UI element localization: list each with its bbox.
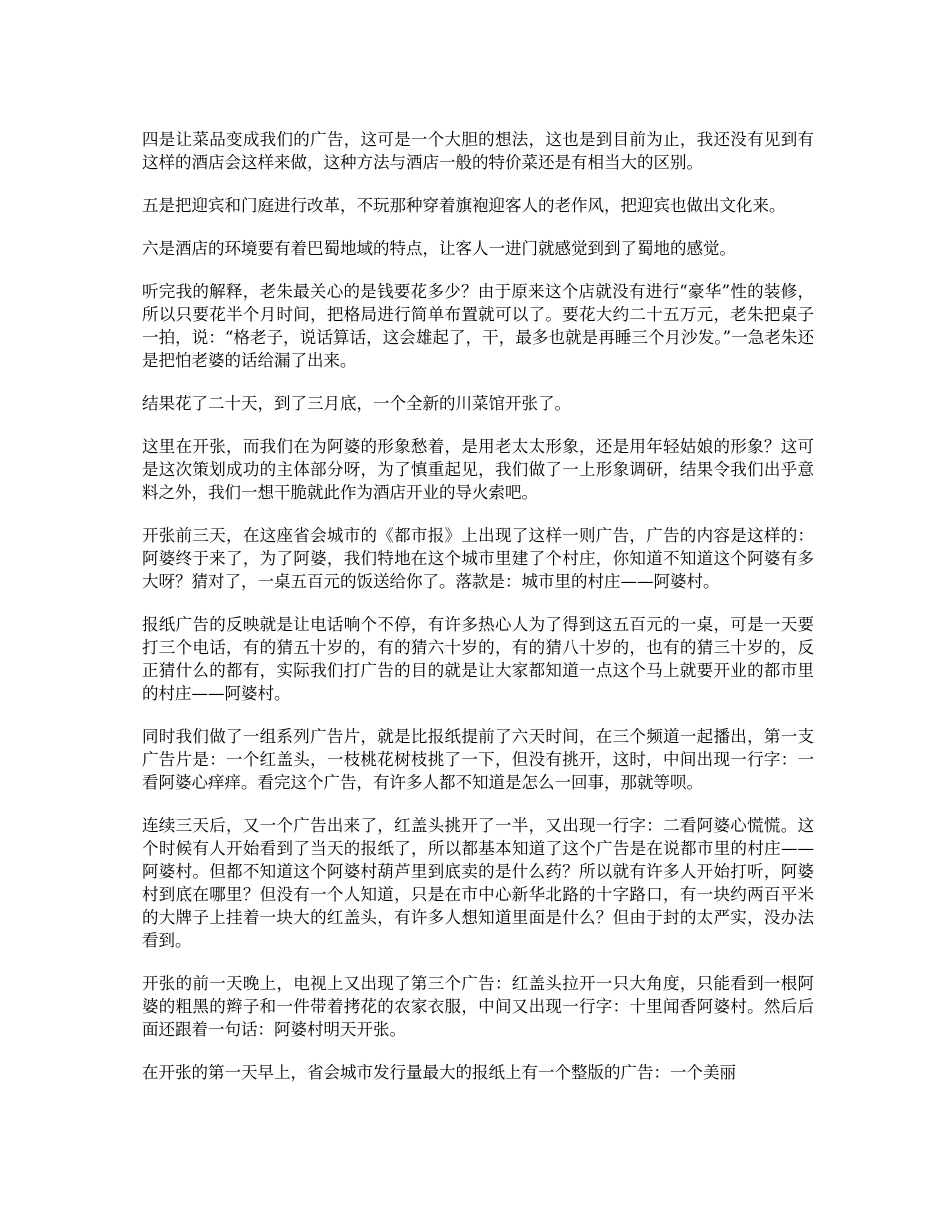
paragraph-3: 六是酒店的环境要有着巴蜀地域的特点，让客人一进门就感觉到到了蜀地的感觉。 xyxy=(142,239,736,258)
paragraph-4: 听完我的解释，老朱最关心的是钱要花多少？由于原来这个店就没有进行“豪华”性的装修，所以只要花半个月时间，把格局进行简单布置就可以了。要花大约二十五万元，老朱把桌子一拍，说：“格老子，说话算话，这会雄起了，干，最多也就是再睡三个月沙发。”一急老朱还是把怕老婆的话给漏了出来。 xyxy=(142,282,814,370)
paragraph-9: 同时我们做了一组系列广告片，就是比报纸提前了六天时间，在三个频道一起播出，第一支广告片是：一个红盖头，一枝桃花树枝挑了一下，但没有挑开，这时，中间出现一行字：一看阿婆心痒痒。看完这个广告，有许多人都不知道是怎么一回事，那就等呗。 xyxy=(142,727,814,792)
paragraph-2: 五是把迎宾和门庭进行改革，不玩那种穿着旗袍迎客人的老作风，把迎宾也做出文化来。 xyxy=(142,196,786,215)
paragraph-1: 四是让菜品变成我们的广告，这可是一个大胆的想法，这也是到目前为止，我还没有见到有这样的酒店会这样来做，这种方法与酒店一般的特价菜还是有相当大的区别。 xyxy=(142,130,814,172)
paragraph-12: 在开张的第一天早上，省会城市发行量最大的报纸上有一个整版的广告：一个美丽 xyxy=(142,1063,736,1082)
paragraph-8: 报纸广告的反映就是让电话响个不停，有许多热心人为了得到这五百元的一桌，可是一天要打三个电话，有的猜五十岁的，有的猜六十岁的，有的猜八十岁的，也有的猜三十岁的，反正猜什么的都有，实际我们打广告的目的就是让大家都知道一点这个马上就要开业的都市里的村庄——阿婆村。 xyxy=(142,615,814,703)
paragraph-6: 这里在开张，而我们在为阿婆的形象愁着，是用老太太形象，还是用年轻姑娘的形象？这可是这次策划成功的主体部分呀，为了慎重起见，我们做了一上形象调研，结果令我们出乎意料之外，我们一想干脆就此作为酒店开业的导火索吧。 xyxy=(142,437,814,502)
paragraph-10: 连续三天后，又一个广告出来了，红盖头挑开了一半，又出现一行字：二看阿婆心慌慌。这个时候有人开始看到了当天的报纸了，所以都基本知道了这个广告是在说都市里的村庄——阿婆村。但都不知道这个阿婆村葫芦里到底卖的是什么药？所以就有许多人开始打听，阿婆村到底在哪里？但没有一个人知道，只是在市中心新华北路的十字路口，有一块约两百平米的大牌子上挂着一块大的红盖头，有许多人想知道里面是什么？但由于封的太严实，没办法看到。 xyxy=(142,816,814,950)
document-body xyxy=(142,128,814,1104)
paragraph-5: 结果花了二十天，到了三月底，一个全新的川菜馆开张了。 xyxy=(142,394,571,413)
paragraph-7: 开张前三天，在这座省会城市的《都市报》上出现了这样一则广告，广告的内容是这样的：阿婆终于来了，为了阿婆，我们特地在这个城市里建了个村庄，你知道不知道这个阿婆有多大呀？猜对了，一桌五百元的饭送给你了。落款是：城市里的村庄——阿婆村。 xyxy=(142,526,814,591)
paragraph-11: 开张的前一天晚上，电视上又出现了第三个广告：红盖头拉开一只大角度，只能看到一根阿婆的粗黑的辫子和一件带着拷花的农家衣服，中间又出现一行字：十里闻香阿婆村。然后后面还跟着一句话：阿婆村明天开张。 xyxy=(142,974,814,1039)
